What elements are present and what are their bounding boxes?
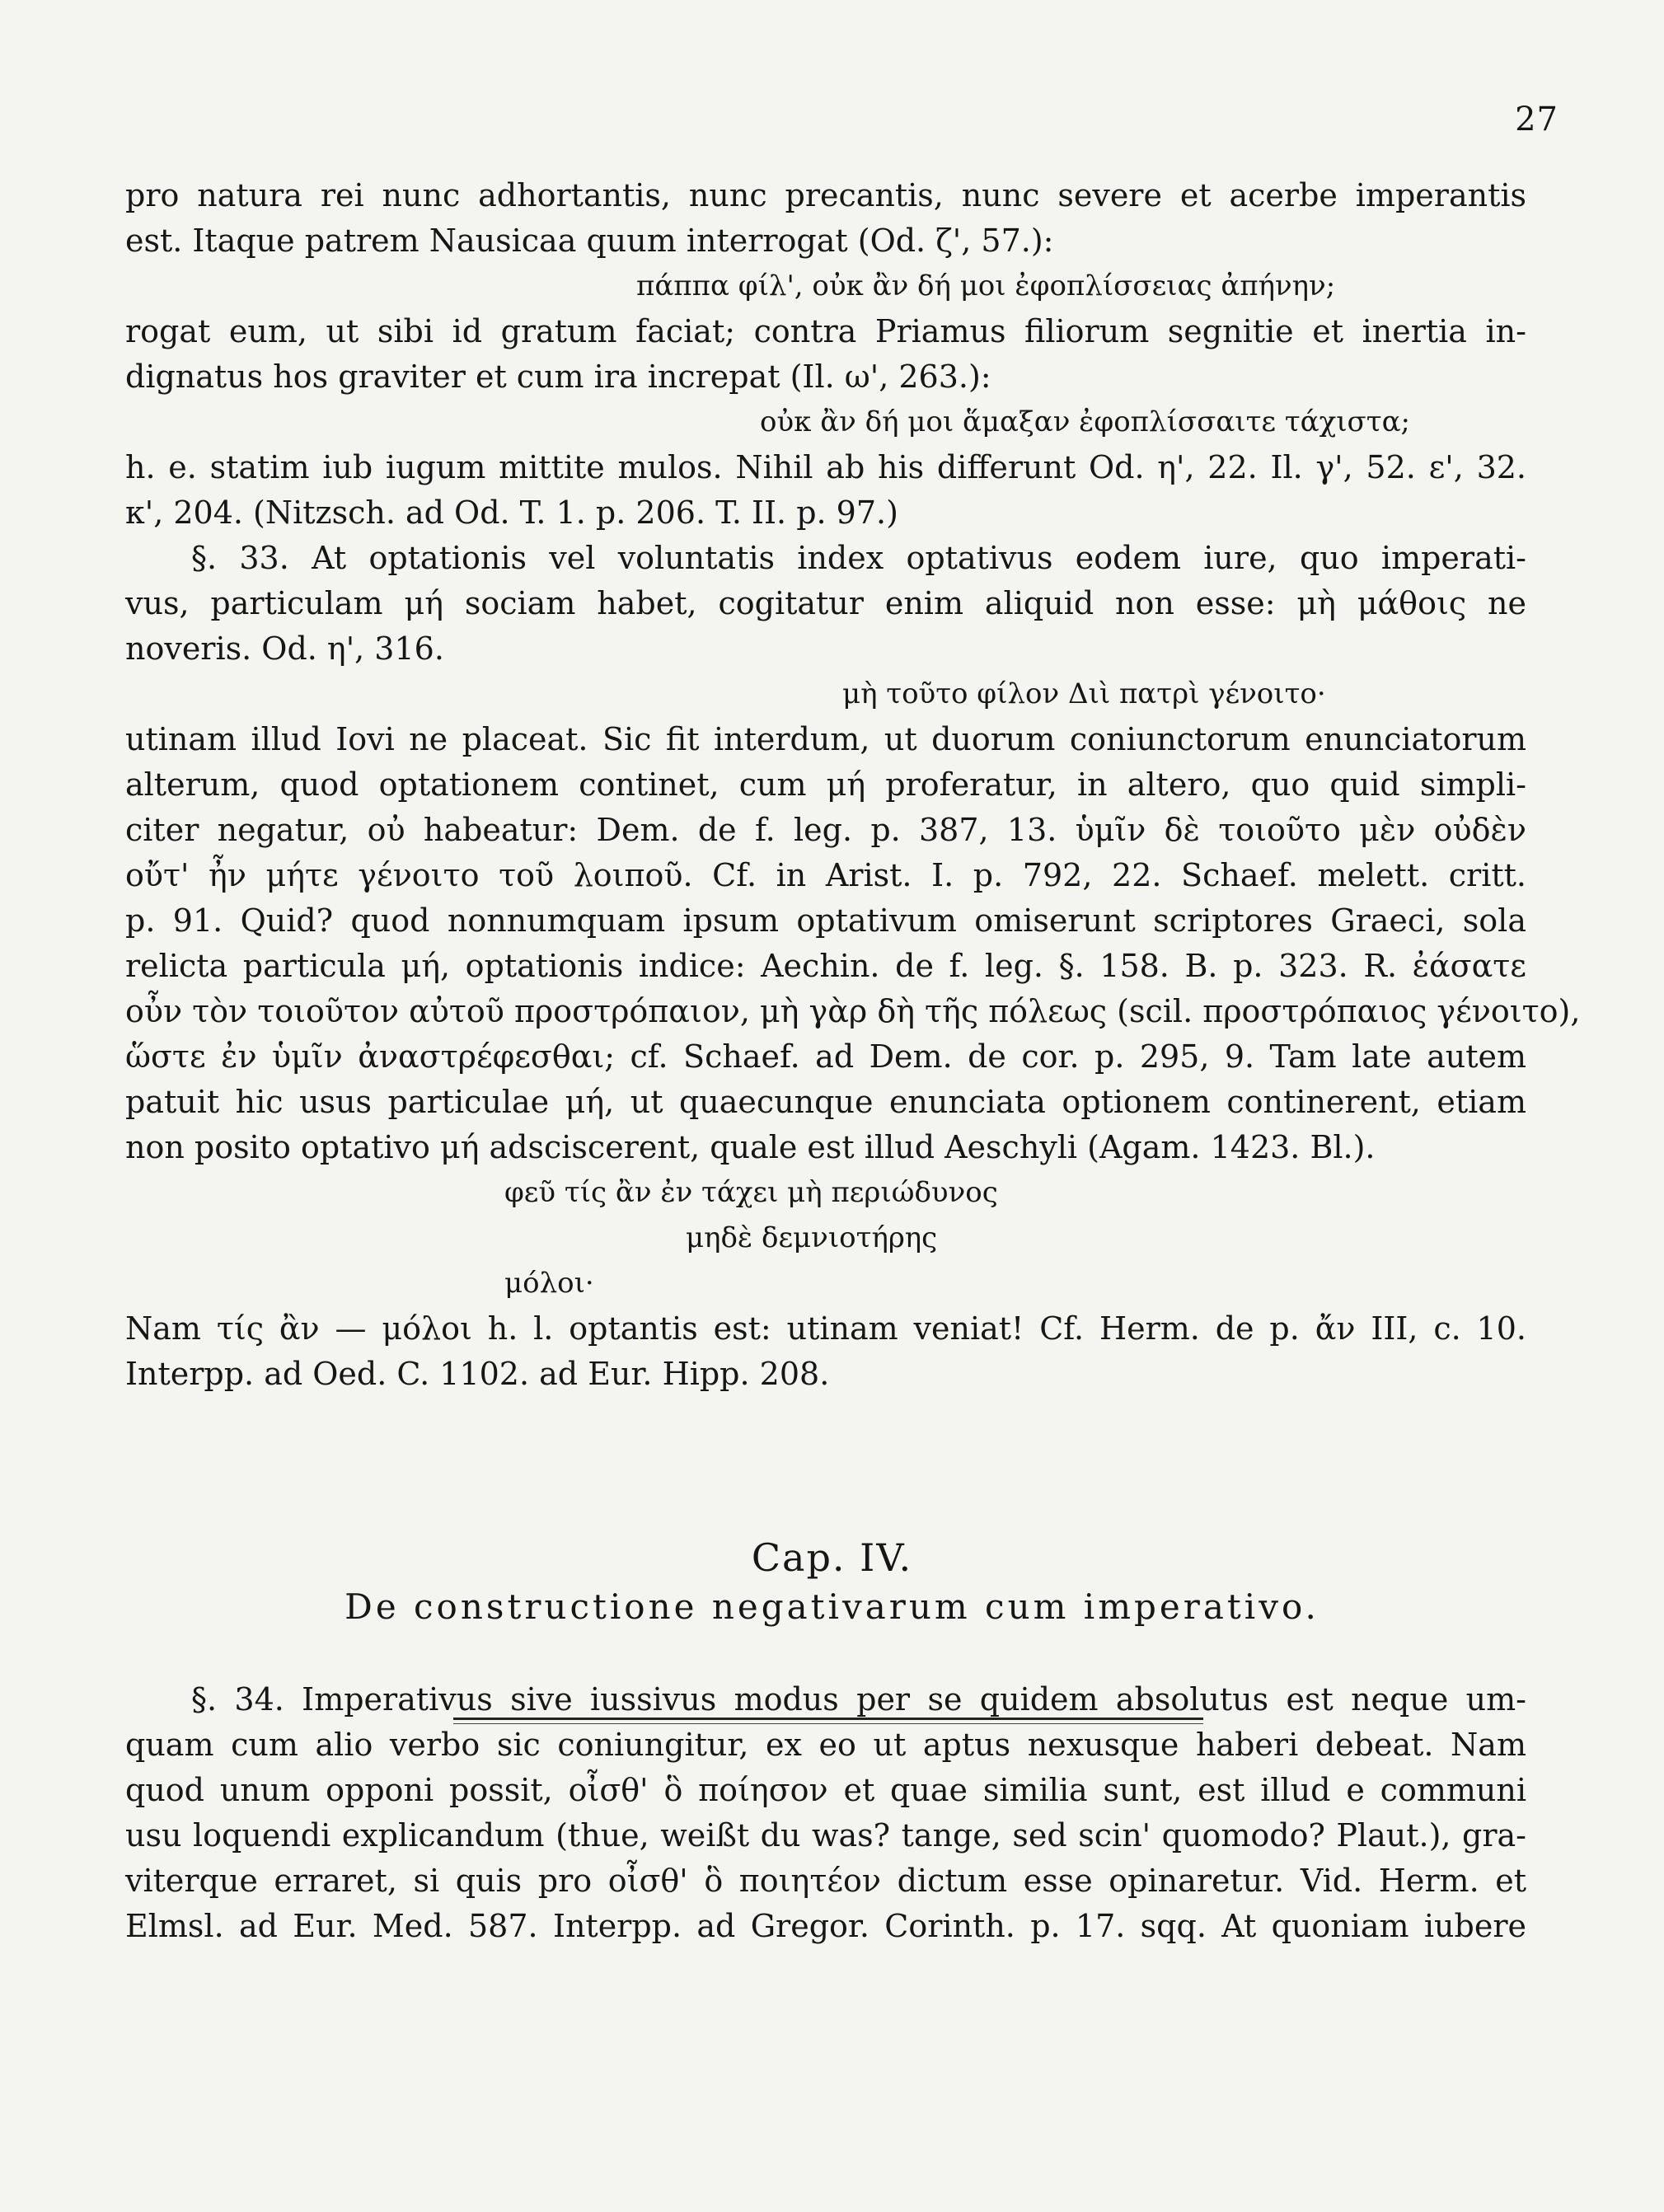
section-33-start: §. 33. At optationis vel voluntatis index optativus eodem iure, quo imperati- [191,540,1526,576]
text-line: rogat eum, ut sibi id gratum faciat; contra Priamus filiorum segnitie et inertia in- [125,313,1526,349]
text-line: οὔτ' ἦν μήτε γένοιτο τοῦ λοιποῦ. Cf. in Arist. I. p. 792, 22. Schaef. melett. critt. [125,857,1526,893]
text-line: quam cum alio verbo sic coniungitur, ex eo ut aptus nexusque haberi debeat. Nam [125,1727,1526,1763]
text-line: ὥστε ἐν ὑμῖν ἀναστρέφεσθαι; cf. Schaef. ad Dem. de cor. p. 295, 9. Tam late autem [125,1038,1526,1075]
text-line: noveris. Od. η', 316. [125,630,444,667]
text-line: vus, particulam μή sociam habet, cogitatur enim aliquid non esse: μὴ μάθοις ne [125,585,1526,621]
text-line: Interpp. ad Oed. C. 1102. ad Eur. Hipp. 208. [125,1356,830,1392]
chapter-label: Cap. IV. [751,1535,913,1580]
text-line: viterque erraret, si quis pro οἶσθ' ὃ ποιητέον dictum esse opinaretur. Vid. Herm. et [125,1863,1526,1899]
greek-verse: μόλοι· [504,1267,594,1300]
text-line: citer negatur, οὐ habeatur: Dem. de f. leg. p. 387, 13. ὑμῖν δὲ τοιοῦτο μὲν οὐδὲν [125,812,1526,848]
greek-verse: πάππα φίλ', οὐκ ἂν δή μοι ἐφοπλίσσειας ἀπήνην; [636,269,1336,302]
greek-verse: μὴ τοῦτο φίλον Διὶ πατρὶ γένοιτο· [842,677,1326,710]
main-text [125,173,1581,1397]
greek-verse: μηδὲ δεμνιοτήρης [686,1221,938,1254]
text-line: dignatus hos graviter et cum ira increpat (Il. ω', 263.): [125,359,991,395]
text-line: h. e. statim iub iugum mittite mulos. Nihil ab his differunt Od. η', 22. Il. γ', 52. ε', 32. [125,449,1526,485]
text-line: alterum, quod optationem continet, cum μή proferatur, in altero, quo quid simpli- [125,766,1526,803]
section-34-start: §. 34. Imperativus sive iussivus modus per se quidem absolutus est neque um- [191,1681,1526,1718]
text-line: non posito optativo μή adsciscerent, quale est illud Aeschyli (Agam. 1423. Bl.). [125,1129,1376,1165]
text-line: Nam τίς ἂν — μόλοι h. l. optantis est: utinam veniat! Cf. Herm. de p. ἄν III, c. 10. [125,1310,1526,1347]
greek-verse: οὐκ ἂν δή μοι ἅμαξαν ἐφοπλίσσαιτε τάχιστα; [760,405,1410,438]
text-line: pro natura rei nunc adhortantis, nunc precantis, nunc severe et acerbe imperantis [125,177,1526,213]
text-line: Elmsl. ad Eur. Med. 587. Interpp. ad Gregor. Corinth. p. 17. sqq. At quoniam iubere [125,1908,1526,1944]
chapter-title: De constructione negativarum cum imperativo. [345,1586,1319,1627]
text-line: utinam illud Iovi ne placeat. Sic fit interdum, ut duorum coniunctorum enunciatorum [125,721,1526,757]
text-line: patuit hic usus particulae μή, ut quaecunque enunciata optionem continerent, etiam [125,1084,1526,1120]
text-line: est. Itaque patrem Nausicaa quum interrogat (Od. ζ', 57.): [125,223,1054,259]
text-line: usu loquendi explicandum (thue, weißt du was? tange, sed scin' quomodo? Plaut.), gra- [125,1817,1526,1853]
text-line: p. 91. Quid? quod nonnumquam ipsum optativum omiserunt scriptores Graeci, sola [125,902,1526,939]
page-number: 27 [1515,101,1559,138]
section-34 [125,1677,1526,1949]
text-line: κ', 204. (Nitzsch. ad Od. T. 1. p. 206. T. II. p. 97.) [125,494,898,531]
text-line: quod unum opponi possit, οἶσθ' ὃ ποίησον et quae similia sunt, est illud e communi [125,1772,1526,1808]
text-line: οὖν τὸν τοιοῦτον αὐτοῦ προστρόπαιον, μὴ γὰρ δὴ τῆς πόλεως (scil. προστρόπαιος γένοιτο), [125,993,1581,1029]
greek-verse: φεῦ τίς ἂν ἐν τάχει μὴ περιώδυνος [504,1176,998,1209]
text-line: relicta particula μή, optationis indice: Aechin. de f. leg. §. 158. B. p. 323. R. ἐάσατε [125,948,1526,984]
